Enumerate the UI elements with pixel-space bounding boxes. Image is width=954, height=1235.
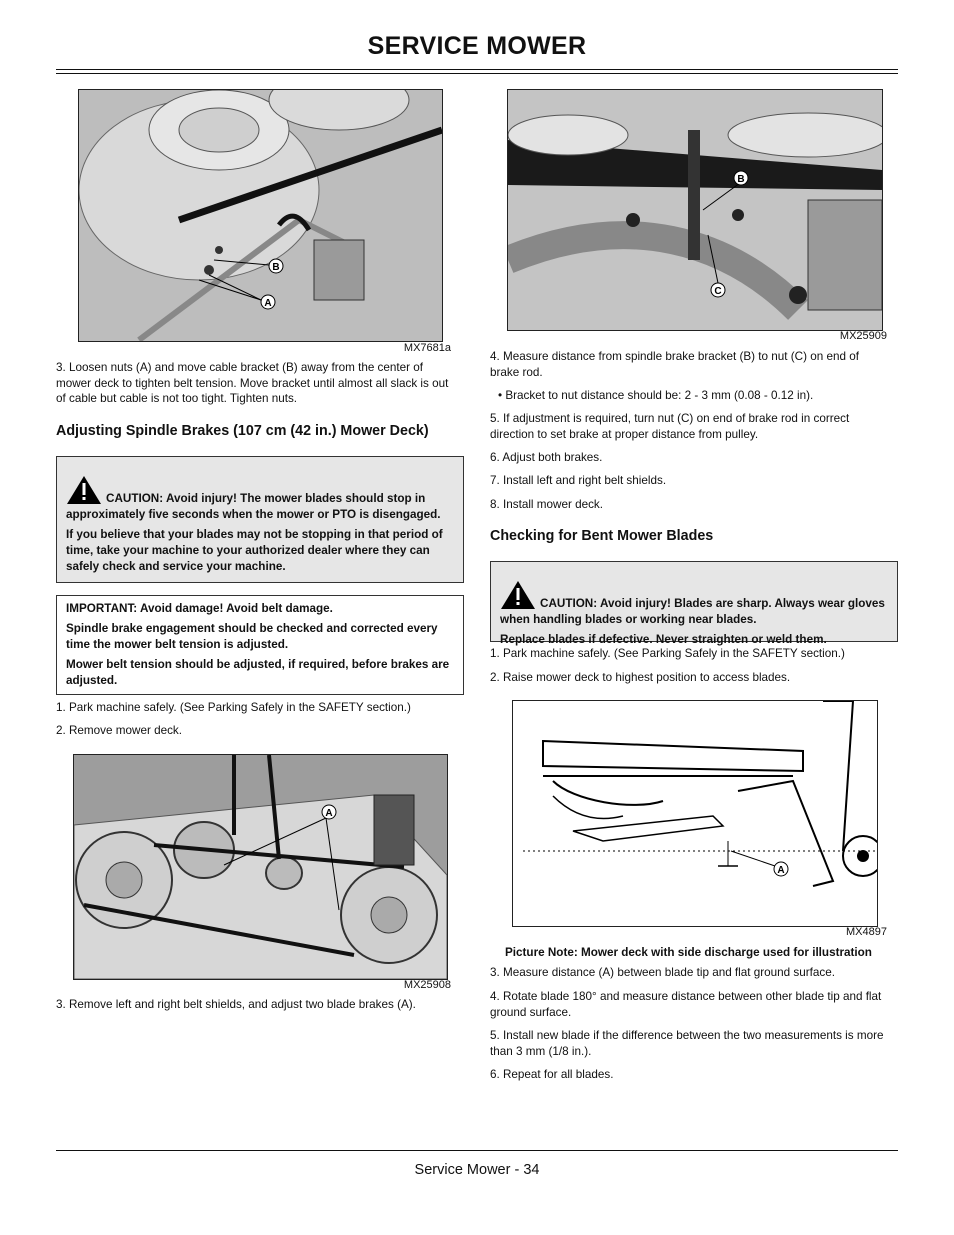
- bullet-text: Bracket to nut distance should be: 2 - 3 mm (0.08 - 0.12 in).: [505, 389, 814, 402]
- callout-b-text: B: [737, 174, 745, 185]
- figure-id: MX7681a: [403, 342, 451, 354]
- figure-mx25908: [73, 754, 448, 980]
- caution-text: CAUTION: Avoid injury! Blades are sharp. Always wear gloves when handling blades or working near blades.: [500, 597, 885, 626]
- step-text: 5. If adjustment is required, turn nut (C) on end of brake rod in correct direction to set brake at proper distance from pulley.: [490, 412, 850, 441]
- caution-box: [56, 456, 464, 583]
- step-text: 3. Loosen nuts (A) and move cable bracket (B) away from the center of mower deck to tighten belt tension. Move bracket until almost all slack is out of cable but cable is not too tight. Tighten nuts.: [56, 361, 449, 405]
- step-text: 3. Remove left and right belt shields, and adjust two blade brakes (A).: [56, 998, 416, 1011]
- title-rule: [56, 69, 898, 70]
- callout-a-text: A: [264, 298, 272, 309]
- step-text: 6. Adjust both brakes.: [490, 451, 603, 464]
- bullet-item: • Bracket to nut distance should be: 2 - 3 mm (0.08 - 0.12 in).: [498, 389, 814, 402]
- step-text: 3. Measure distance (A) between blade tip and flat ground surface.: [490, 966, 835, 979]
- step-text: 8. Install mower deck.: [490, 498, 604, 511]
- step-text: 4. Rotate blade 180° and measure distance between other blade tip and flat ground surface.: [490, 990, 882, 1019]
- figure-mx25909: [507, 89, 883, 331]
- figure-mx4897: [512, 700, 878, 927]
- important-text: Spindle brake engagement should be checked and corrected every time the mower belt tension is adjusted.: [66, 622, 438, 651]
- step-text: 4. Measure distance from spindle brake bracket (B) to nut (C) on end of brake rod.: [490, 350, 859, 379]
- page-footer: Service Mower - 34: [414, 1162, 540, 1178]
- step-text: 1. Park machine safely. (See Parking Safely in the SAFETY section.): [56, 701, 411, 714]
- footer-rule: [56, 1150, 898, 1151]
- callout-c-text: C: [714, 286, 722, 297]
- section-heading: Adjusting Spindle Brakes (107 cm (42 in.) Mower Deck): [56, 423, 429, 439]
- step-text: 2. Remove mower deck.: [56, 724, 183, 737]
- section-heading: Checking for Bent Mower Blades: [490, 528, 714, 544]
- caution-text: If you believe that your blades may not be stopping in that period of time, take your machine to your authorized dealer where they can safely check and service your machine.: [66, 528, 443, 573]
- step-text: 2. Raise mower deck to highest position to access blades.: [490, 671, 791, 684]
- callout-b-text: B: [272, 262, 280, 273]
- step-text: 5. Install new blade if the difference between the two measurements is more than 3 mm (1/8 in.).: [490, 1029, 884, 1058]
- important-box: [56, 595, 464, 695]
- warning-triangle-icon: [500, 580, 536, 610]
- warning-triangle-icon: [66, 475, 102, 505]
- important-text: Mower belt tension should be adjusted, if required, before brakes are adjusted.: [66, 658, 450, 687]
- callout-a-text: A: [325, 808, 333, 819]
- page-title: SERVICE MOWER: [367, 32, 587, 60]
- callout-a-text: A: [777, 865, 785, 876]
- title-rule: [56, 73, 898, 74]
- figure-id: MX25908: [403, 979, 451, 991]
- step-text: 6. Repeat for all blades.: [490, 1068, 614, 1081]
- caution-text: Replace blades if defective. Never straighten or weld them.: [500, 633, 827, 646]
- figure-mx7681a: [78, 89, 443, 342]
- step-text: 7. Install left and right belt shields.: [490, 474, 667, 487]
- caution-text: CAUTION: Avoid injury! The mower blades should stop in approximately five seconds when the mower or PTO is disengaged.: [66, 492, 441, 521]
- figure-id: MX25909: [839, 330, 887, 342]
- figure-id: MX4897: [846, 926, 887, 938]
- picture-note: Picture Note: Mower deck with side discharge used for illustration: [505, 946, 872, 959]
- step-text: 1. Park machine safely. (See Parking Safely in the SAFETY section.): [490, 647, 845, 660]
- important-text: IMPORTANT: Avoid damage! Avoid belt damage.: [66, 602, 333, 615]
- caution-box: [490, 561, 898, 646]
